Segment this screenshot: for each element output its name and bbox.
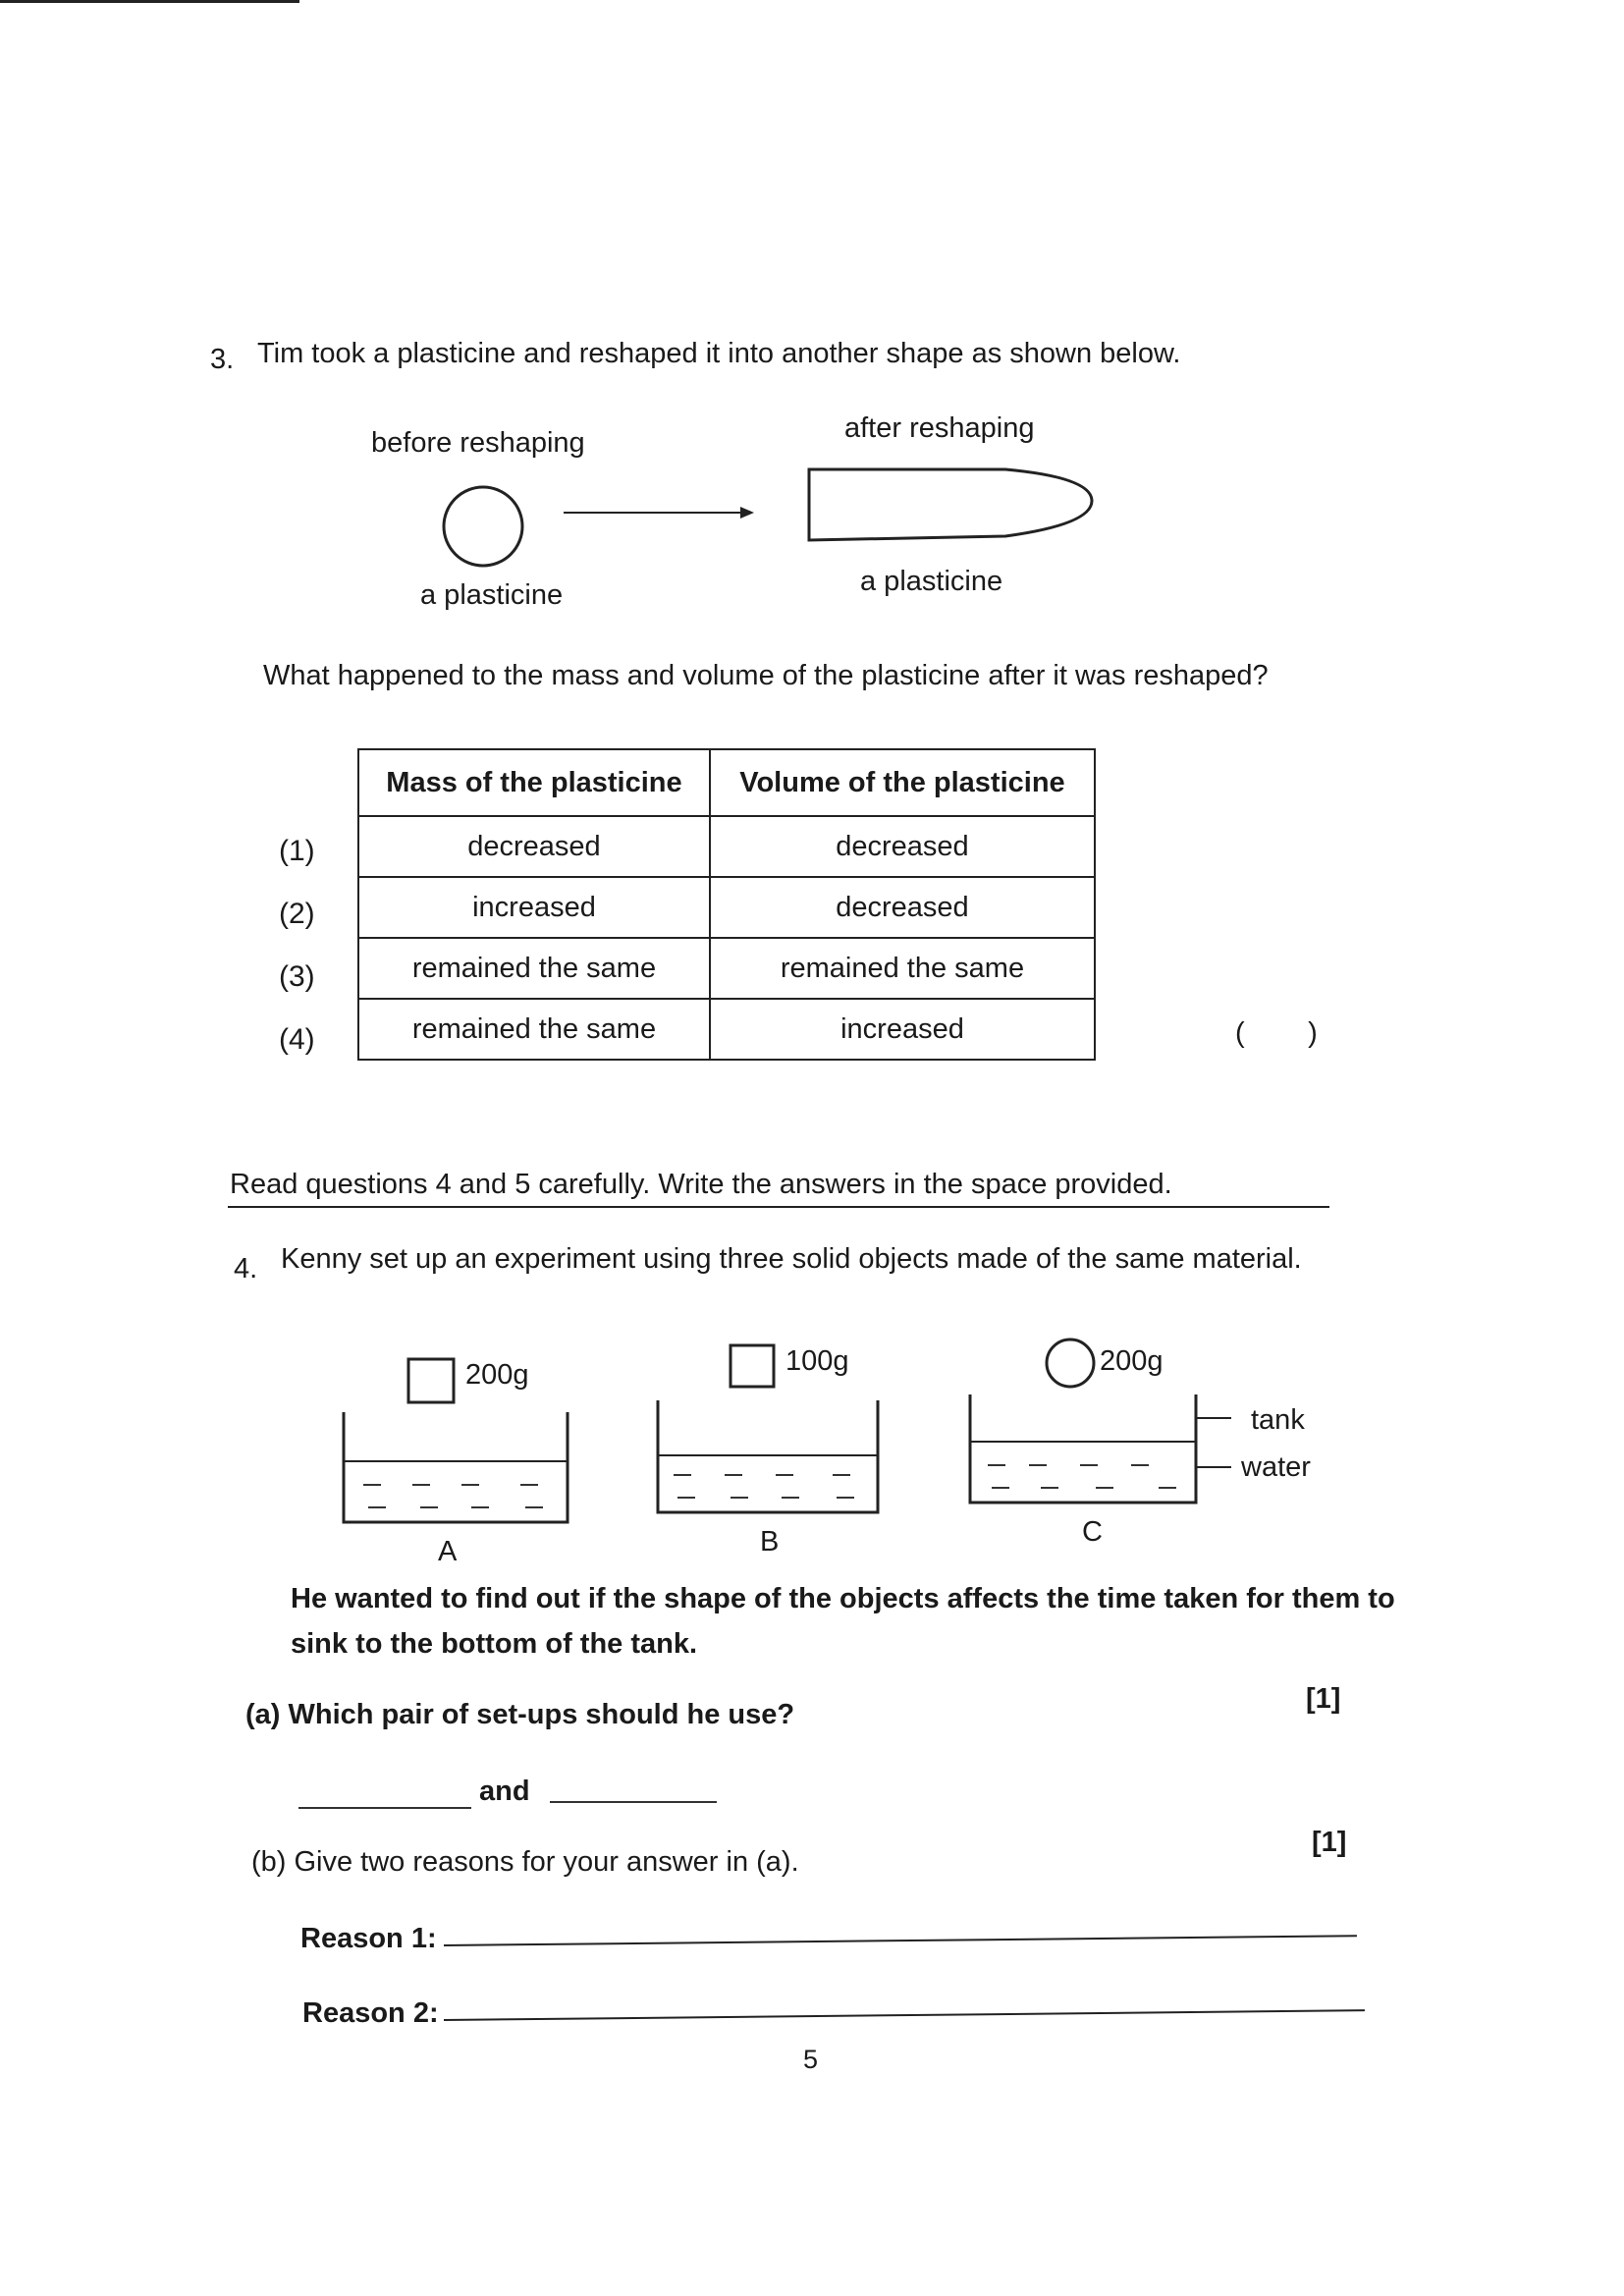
- options-table: [357, 748, 1096, 1061]
- q4b-marks: [1]: [1312, 1827, 1347, 1858]
- answer-blank-1[interactable]: [298, 1807, 471, 1809]
- instructions-underline: [228, 1206, 1329, 1208]
- option-number: (2): [279, 898, 315, 930]
- table-row: [358, 816, 1095, 877]
- setup-label-a: A: [438, 1536, 458, 1567]
- setup-label-b: B: [760, 1526, 780, 1558]
- answer-blank-2[interactable]: [550, 1801, 717, 1803]
- tank-icon: [970, 1394, 1196, 1503]
- ball-plasticine-icon: [444, 487, 522, 566]
- option-number: (1): [279, 835, 315, 867]
- option-number: (4): [279, 1023, 315, 1056]
- cell-mass: decreased: [358, 816, 710, 877]
- reshaping-diagram: [432, 462, 1100, 579]
- q4b-question: (b) Give two reasons for your answer in (a).: [251, 1846, 799, 1878]
- cell-mass: remained the same: [358, 999, 710, 1060]
- cell-volume: decreased: [710, 816, 1095, 877]
- reason1-answer-line[interactable]: [444, 1935, 1357, 1946]
- section-instructions: Read questions 4 and 5 carefully. Write the answers in the space provided.: [230, 1169, 1172, 1200]
- before-label: before reshaping: [371, 427, 585, 459]
- setup-a: [344, 1359, 568, 1522]
- reason2-answer-line[interactable]: [444, 2009, 1365, 2021]
- mass-a: 200g: [465, 1359, 529, 1391]
- q4-number: 4.: [234, 1253, 258, 1285]
- reason2-label: Reason 2:: [302, 1997, 439, 2029]
- bullet-plasticine-icon: [809, 469, 1092, 540]
- table-row: [358, 877, 1095, 938]
- mass-b: 100g: [785, 1345, 849, 1377]
- cell-mass: increased: [358, 877, 710, 938]
- and-text: and: [479, 1776, 530, 1807]
- q4a-question: (a) Which pair of set-ups should he use?: [245, 1699, 795, 1730]
- water-label: water: [1241, 1451, 1311, 1483]
- arrow-head-icon: [740, 507, 754, 519]
- q3-stem: Tim took a plasticine and reshaped it into another shape as shown below.: [257, 338, 1181, 369]
- q4-aim-line2: sink to the bottom of the tank.: [291, 1628, 698, 1660]
- sphere-object-icon: [1047, 1339, 1094, 1387]
- page-number: 5: [803, 2045, 819, 2074]
- option-number: (3): [279, 960, 315, 993]
- water-dashes: [988, 1465, 1176, 1488]
- top-border-line: [0, 0, 299, 3]
- header-mass: Mass of the plasticine: [358, 749, 710, 816]
- q3-question: What happened to the mass and volume of the plasticine after it was reshaped?: [263, 660, 1269, 691]
- q4a-marks: [1]: [1306, 1683, 1341, 1715]
- water-dashes: [363, 1485, 543, 1507]
- setup-label-c: C: [1082, 1516, 1103, 1548]
- tank-label: tank: [1251, 1404, 1305, 1436]
- after-label: after reshaping: [844, 412, 1035, 444]
- table-header-row: [358, 749, 1095, 816]
- mass-c: 200g: [1100, 1345, 1164, 1377]
- q4-aim-line1: He wanted to find out if the shape of the objects affects the time taken for them to: [291, 1583, 1395, 1614]
- cell-volume: remained the same: [710, 938, 1095, 999]
- after-caption: a plasticine: [860, 566, 1003, 597]
- cell-volume: increased: [710, 999, 1095, 1060]
- header-volume: Volume of the plasticine: [710, 749, 1095, 816]
- before-caption: a plasticine: [420, 579, 564, 611]
- table-row: [358, 999, 1095, 1060]
- cell-mass: remained the same: [358, 938, 710, 999]
- reason1-label: Reason 1:: [300, 1923, 437, 1954]
- square-object-icon: [408, 1359, 454, 1402]
- q4-stem: Kenny set up an experiment using three solid objects made of the same material.: [281, 1243, 1302, 1275]
- q3-number: 3.: [210, 344, 235, 375]
- tank-icon: [344, 1412, 568, 1522]
- table-row: [358, 938, 1095, 999]
- square-object-icon: [731, 1345, 774, 1387]
- water-dashes: [674, 1475, 854, 1498]
- cell-volume: decreased: [710, 877, 1095, 938]
- answer-bracket[interactable]: ( ): [1235, 1017, 1318, 1049]
